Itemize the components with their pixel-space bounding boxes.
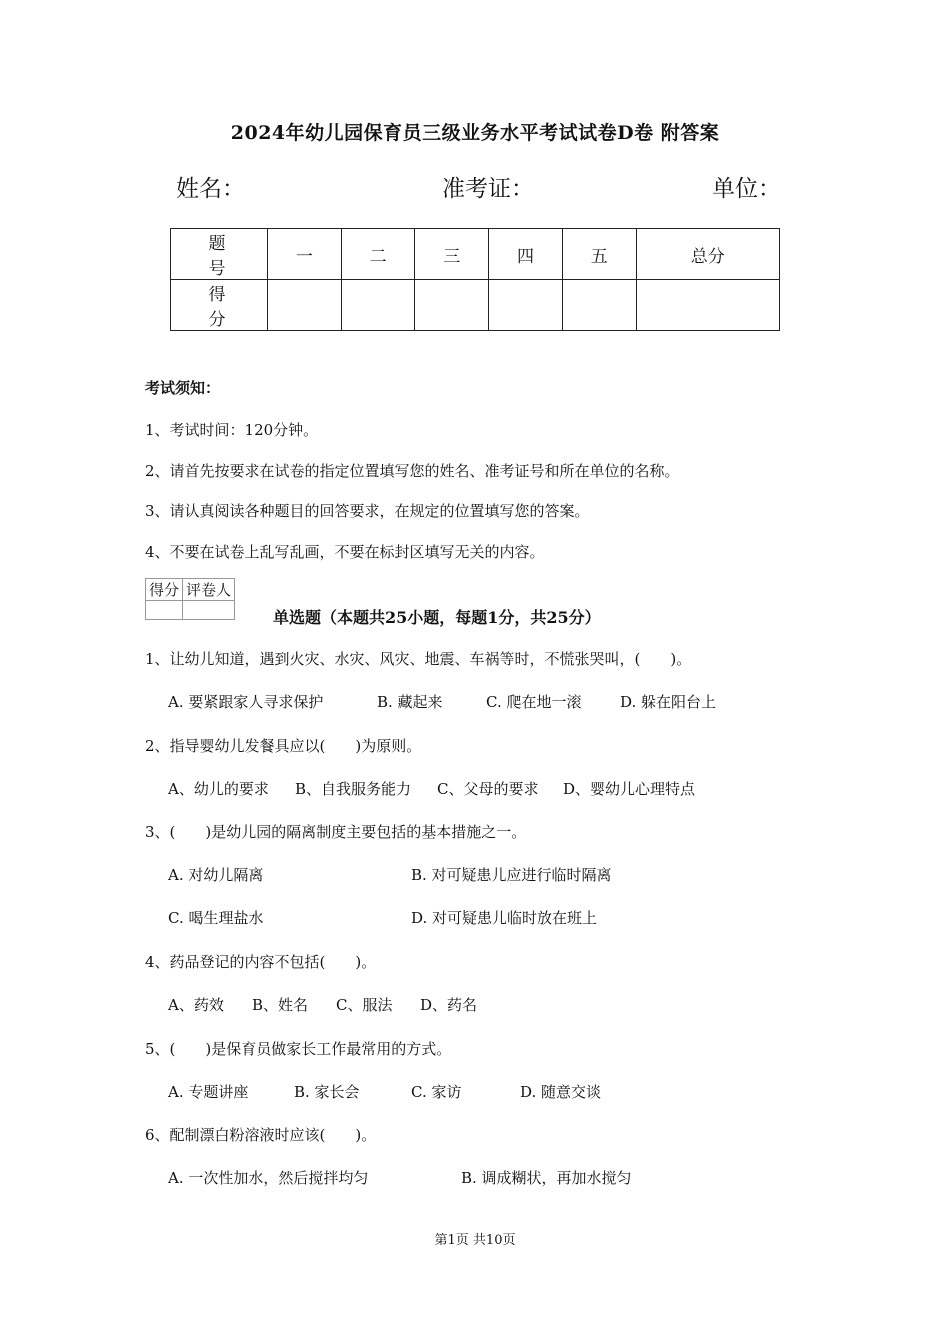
- grader-box-score-label: 得分: [146, 579, 183, 601]
- question-option: C、父母的要求: [437, 780, 539, 798]
- score-table-header-cell: 五: [562, 229, 636, 280]
- question-option: D. 对可疑患儿临时放在班上: [411, 909, 598, 927]
- score-table: [170, 228, 780, 331]
- question-option: B. 对可疑患儿应进行临时隔离: [411, 866, 612, 884]
- question-option: A. 要紧跟家人寻求保护: [168, 693, 324, 711]
- question-option: B、自我服务能力: [295, 780, 412, 798]
- score-cell[interactable]: [341, 280, 415, 331]
- score-table-header-row: [171, 229, 780, 280]
- score-table-header-cell: 四: [489, 229, 563, 280]
- question-option: A. 对幼儿隔离: [168, 866, 264, 884]
- question-stem: 2、指导婴幼儿发餐具应以( )为原则。: [145, 737, 422, 755]
- score-table-header-cell: 总分: [636, 229, 779, 280]
- question-option: C. 喝生理盐水: [168, 909, 264, 927]
- question-option: B. 调成糊状，再加水搅匀: [461, 1169, 632, 1187]
- score-cell[interactable]: [268, 280, 342, 331]
- question-option: B、姓名: [252, 996, 309, 1014]
- page-title: 2024年幼儿园保育员三级业务水平考试试卷D卷 附答案: [230, 122, 720, 144]
- grader-box: [145, 578, 235, 620]
- question-stem: 4、药品登记的内容不包括( )。: [145, 953, 377, 971]
- score-cell[interactable]: [489, 280, 563, 331]
- question-option: C. 家访: [411, 1083, 462, 1101]
- question-option: A. 专题讲座: [168, 1083, 249, 1101]
- note-item: 3、请认真阅读各种题目的回答要求，在规定的位置填写您的答案。: [145, 502, 590, 520]
- score-table-header-cell: 三: [415, 229, 489, 280]
- question-option: D、药名: [420, 996, 478, 1014]
- question-stem: 5、( )是保育员做家长工作最常用的方式。: [145, 1040, 452, 1058]
- score-table-row-label: 得 分: [171, 280, 268, 331]
- grader-box-grader-cell[interactable]: [183, 601, 235, 620]
- question-stem: 3、( )是幼儿园的隔离制度主要包括的基本措施之一。: [145, 823, 527, 841]
- score-cell[interactable]: [562, 280, 636, 331]
- score-cell[interactable]: [636, 280, 779, 331]
- question-option: D. 随意交谈: [520, 1083, 602, 1101]
- notes-heading: 考试须知：: [145, 379, 221, 397]
- question-option: A、药效: [168, 996, 224, 1014]
- note-item: 4、不要在试卷上乱写乱画，不要在标封区填写无关的内容。: [145, 543, 545, 561]
- question-stem: 6、配制漂白粉溶液时应该( )。: [145, 1126, 377, 1144]
- page-footer: 第1页 共10页: [434, 1233, 516, 1248]
- score-table-header-cell: 二: [341, 229, 415, 280]
- question-option: C. 爬在地一滚: [486, 693, 582, 711]
- question-option: A、幼儿的要求: [168, 780, 269, 798]
- grader-box-grader-label: 评卷人: [183, 579, 235, 601]
- score-table-header-cell: 一: [268, 229, 342, 280]
- grader-box-score-cell[interactable]: [146, 601, 183, 620]
- question-option: D. 躲在阳台上: [620, 693, 717, 711]
- note-item: 1、考试时间：120分钟。: [145, 421, 319, 439]
- question-option: B. 藏起来: [377, 693, 443, 711]
- score-table-score-row: [171, 280, 780, 331]
- section-title: 单选题（本题共25小题，每题1分，共25分）: [273, 608, 601, 627]
- note-item: 2、请首先按要求在试卷的指定位置填写您的姓名、准考证号和所在单位的名称。: [145, 462, 680, 480]
- question-option: C、服法: [336, 996, 393, 1014]
- question-option: D、婴幼儿心理特点: [563, 780, 696, 798]
- question-option: A. 一次性加水，然后搅拌均匀: [168, 1169, 369, 1187]
- score-cell[interactable]: [415, 280, 489, 331]
- unit-field-label: 单位：: [712, 176, 781, 202]
- name-field-label: 姓名：: [176, 176, 245, 202]
- question-stem: 1、让幼儿知道，遇到火灾、水灾、风灾、地震、车祸等时，不慌张哭叫，( )。: [145, 650, 692, 668]
- question-option: B. 家长会: [294, 1083, 360, 1101]
- exam-id-field-label: 准考证：: [442, 176, 534, 202]
- score-table-header-label: 题 号: [171, 229, 268, 280]
